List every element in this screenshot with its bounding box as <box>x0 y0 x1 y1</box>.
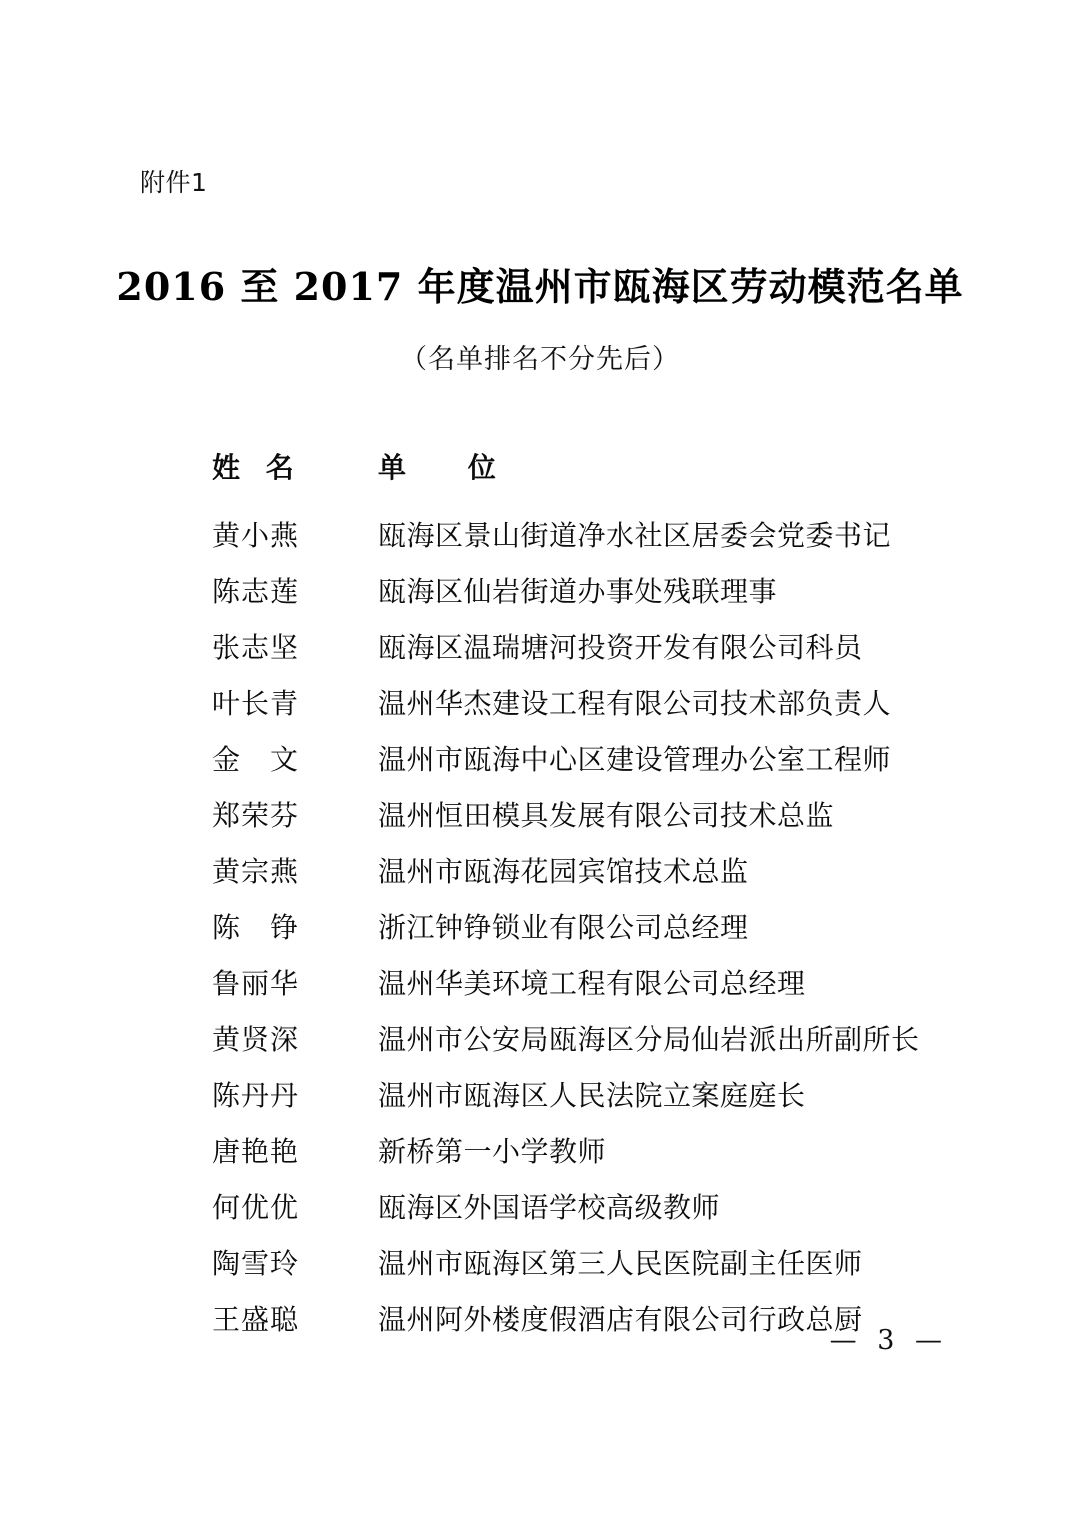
cell-name: 黄小燕 <box>212 519 300 552</box>
page-number: — 3 — <box>829 1325 948 1356</box>
cell-name: 陶雪玲 <box>212 1247 300 1280</box>
cell-name: 鲁丽华 <box>212 967 300 1000</box>
table-row <box>212 788 942 844</box>
cell-unit: 温州恒田模具发展有限公司技术总监 <box>378 799 835 832</box>
table-row <box>212 1068 942 1124</box>
cell-name: 张志坚 <box>212 631 300 664</box>
name-list-table-wrapper <box>0 440 1080 1348</box>
cell-name: 金 文 <box>212 743 300 776</box>
cell-unit: 浙江钟铮锁业有限公司总经理 <box>378 911 749 944</box>
cell-unit: 新桥第一小学教师 <box>378 1135 607 1168</box>
cell-unit: 温州华杰建设工程有限公司技术部负责人 <box>378 687 892 720</box>
cell-name: 王盛聪 <box>212 1303 300 1336</box>
table-row <box>212 900 942 956</box>
table-row <box>212 620 942 676</box>
cell-name: 郑荣芬 <box>212 799 300 832</box>
cell-name: 叶长青 <box>212 687 300 720</box>
table-row <box>212 844 942 900</box>
table-row <box>212 732 942 788</box>
cell-unit: 温州市瓯海中心区建设管理办公室工程师 <box>378 743 892 776</box>
cell-unit: 瓯海区温瑞塘河投资开发有限公司科员 <box>378 631 863 664</box>
column-header-name: 姓 名 <box>212 451 302 484</box>
title-note: （名单排名不分先后） <box>400 344 680 375</box>
table-row <box>212 676 942 732</box>
table-row <box>212 956 942 1012</box>
cell-unit: 温州市瓯海花园宾馆技术总监 <box>378 855 749 888</box>
cell-name: 黄宗燕 <box>212 855 300 888</box>
table-row <box>212 1124 942 1180</box>
page-title: 2016 至 2017 年度温州市瓯海区劳动模范名单 <box>116 264 964 309</box>
column-header-unit: 单 位 <box>378 451 522 484</box>
cell-unit: 温州华美环境工程有限公司总经理 <box>378 967 806 1000</box>
table-row <box>212 1180 942 1236</box>
table-body <box>212 508 942 1348</box>
cell-unit: 瓯海区景山街道净水社区居委会党委书记 <box>378 519 892 552</box>
table-row <box>212 1012 942 1068</box>
cell-unit: 瓯海区外国语学校高级教师 <box>378 1191 721 1224</box>
cell-unit: 温州市瓯海区第三人民医院副主任医师 <box>378 1247 863 1280</box>
cell-unit: 温州阿外楼度假酒店有限公司行政总厨 <box>378 1303 863 1336</box>
table-row <box>212 564 942 620</box>
table-row <box>212 1236 942 1292</box>
cell-unit: 温州市瓯海区人民法院立案庭庭长 <box>378 1079 806 1112</box>
cell-name: 陈志莲 <box>212 575 300 608</box>
cell-unit: 温州市公安局瓯海区分局仙岩派出所副所长 <box>378 1023 920 1056</box>
cell-name: 黄贤深 <box>212 1023 300 1056</box>
cell-unit: 瓯海区仙岩街道办事处残联理事 <box>378 575 778 608</box>
attachment-label: 附件1 <box>140 168 208 197</box>
cell-name: 唐艳艳 <box>212 1135 300 1168</box>
cell-name: 陈丹丹 <box>212 1079 300 1112</box>
table-row <box>212 508 942 564</box>
cell-name: 陈 铮 <box>212 911 300 944</box>
name-list-table <box>212 440 942 1348</box>
cell-name: 何优优 <box>212 1191 300 1224</box>
table-header-row <box>212 440 942 508</box>
